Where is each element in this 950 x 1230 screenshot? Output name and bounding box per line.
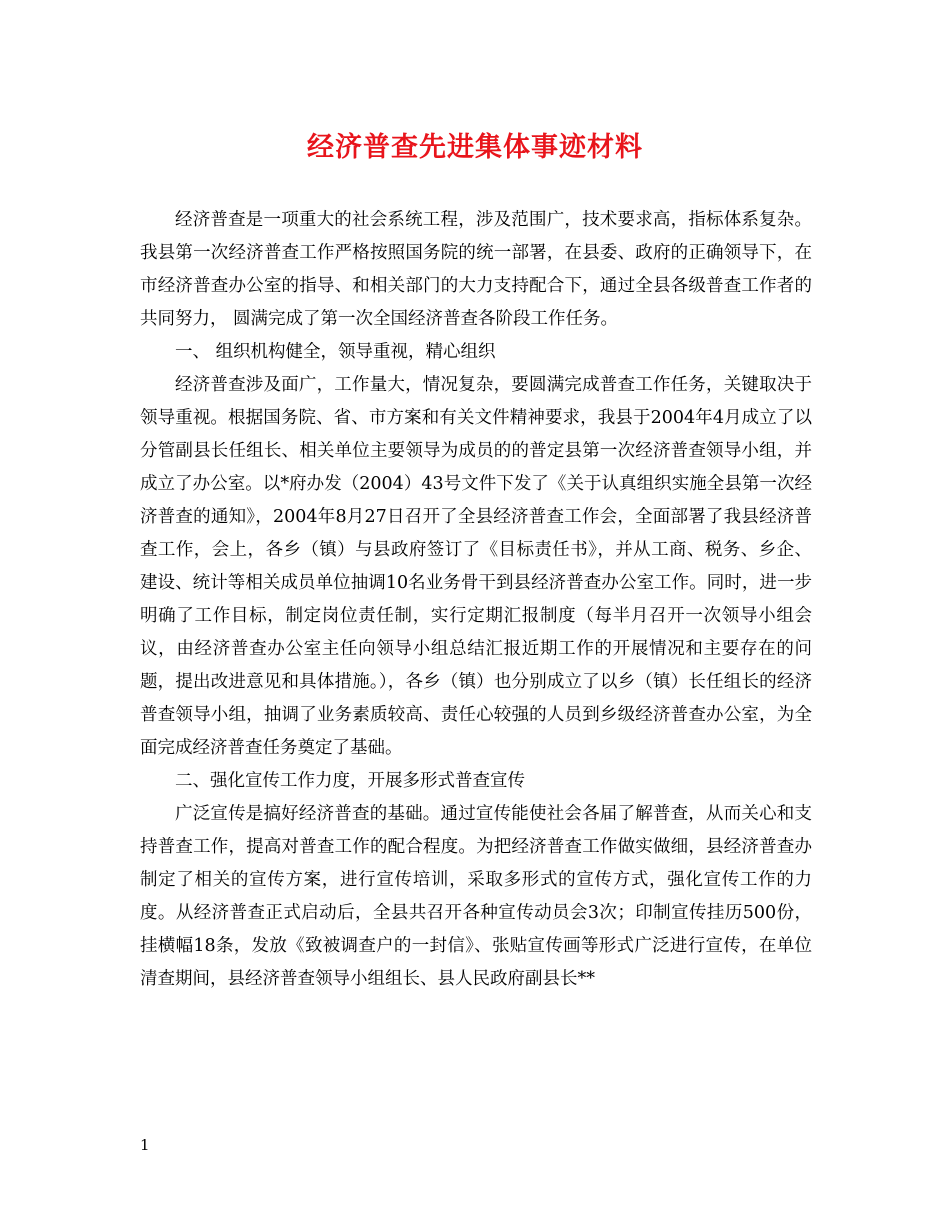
paragraph-intro: 经济普查是一项重大的社会系统工程，涉及范围广，技术要求高，指标体系复杂。我县第一次经济普查工作严格按照国务院的统一部署，在县委、政府的正确领导下，在市经济普查办公室的指导、和相关部门的大力支持配合下，通过全县各级普查工作者的共同努力， 圆满完成了第一次全国经济普查各阶段工作任务。 [140, 210, 812, 329]
document-title: 经济普查先进集体事迹材料 [307, 132, 643, 163]
document-body [140, 204, 812, 996]
paragraph-section-1: 经济普查涉及面广，工作量大，情况复杂，要圆满完成普查工作任务，关键取决于领导重视。根据国务院、省、市方案和有关文件精神要求，我县于2004年4月成立了以分管副县长任组长、相关单位主要领导为成员的的普定县第一次经济普查领导小组，并成立了办公室。以*府办发（2004）43号文件下发了《关于认真组织实施全县第一次经济普查的通知》，2004年8月27日召开了全县经济普查工作会，全面部署了我县经济普查工作，会上，各乡（镇）与县政府签订了《目标责任书》，并从工商、税务、乡企、建设、统计等相关成员单位抽调10名业务骨干到县经济普查办公室工作。同时，进一步明确了工作目标，制定岗位责任制，实行定期汇报制度（每半月召开一次领导小组会议，由经济普查办公室主任向领导小组总结汇报近期工作的开展情况和主要存在的问题，提出改进意见和具体措施。），各乡（镇）也分别成立了以乡（镇）长任组长的经济普查领导小组，抽调了业务素质较高、责任心较强的人员到乡级经济普查办公室，为全面完成经济普查任务奠定了基础。 [140, 375, 812, 758]
section-heading-2: 二、强化宣传工作力度，开展多形式普查宣传 [175, 771, 525, 791]
section-heading-1: 一、 组织机构健全，领导重视，精心组织 [175, 342, 496, 362]
paragraph-section-2: 广泛宣传是搞好经济普查的基础。通过宣传能使社会各届了解普查，从而关心和支持普查工作，提高对普查工作的配合程度。为把经济普查工作做实做细，县经济普查办制定了相关的宣传方案，进行宣传培训，采取多形式的宣传方式，强化宣传工作的力度。从经济普查正式启动后，全县共召开各种宣传动员会3次；印制宣传挂历500份，挂横幅18条，发放《致被调查户的一封信》、张贴宣传画等形式广泛进行宣传，在单位清查期间，县经济普查领导小组组长、县人民政府副县长** [140, 804, 812, 989]
page-number: 1 [140, 1136, 150, 1154]
